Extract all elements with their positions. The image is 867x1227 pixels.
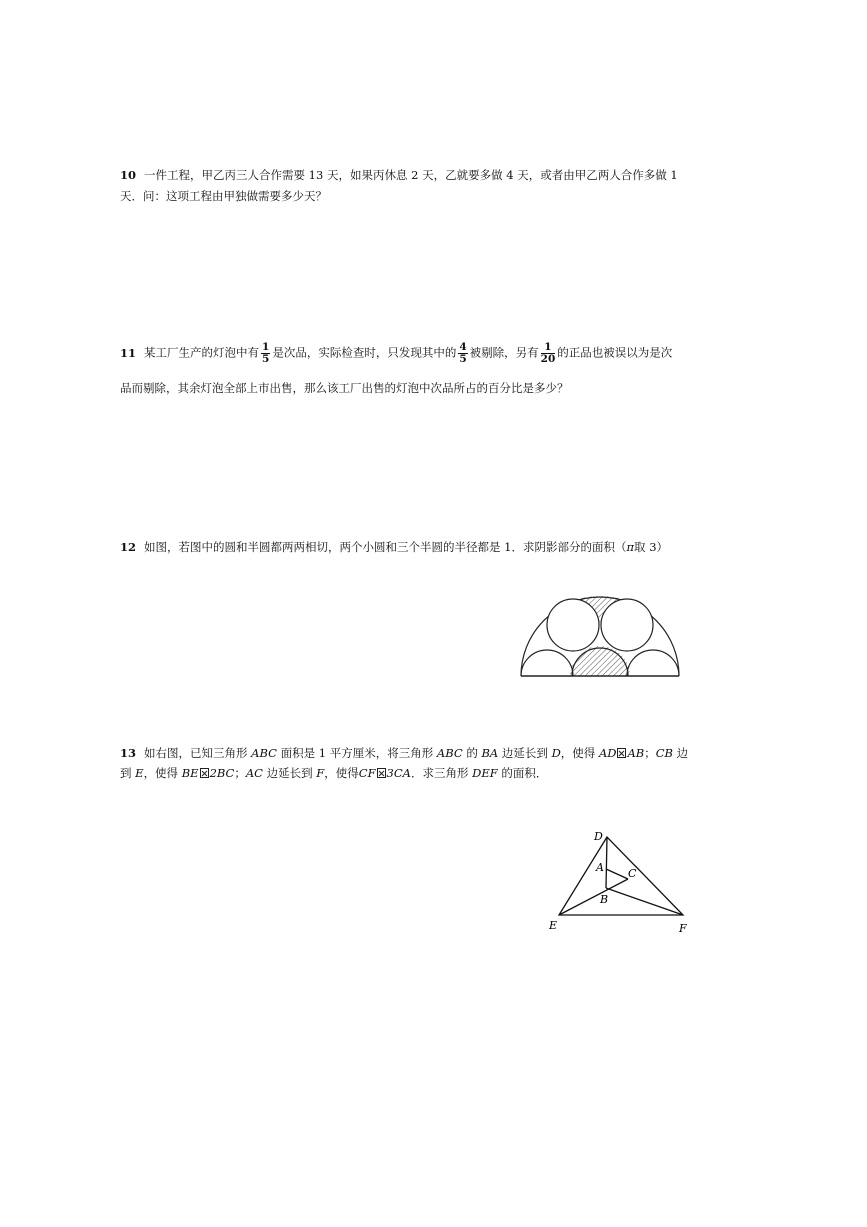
- q13-ba: BA: [481, 746, 499, 760]
- q11-fraction-1-denominator: 5: [262, 353, 270, 365]
- equals-symbol-placeholder-icon: [200, 768, 209, 778]
- q11-fraction-1: [261, 342, 270, 365]
- q13-text-a5: ，使得: [560, 746, 599, 760]
- q13-abc-2: ABC: [436, 746, 463, 760]
- q13-cf: CF: [358, 766, 376, 780]
- equals-symbol-placeholder-icon: [617, 748, 626, 758]
- q12-text-end: 取 3）: [634, 540, 669, 554]
- q13-abc-1: ABC: [251, 746, 277, 760]
- q11-fraction-3-denominator: 20: [540, 353, 556, 365]
- q13-3ca: 3CA: [386, 766, 411, 780]
- q13-e: E: [135, 766, 144, 780]
- q13-text-a6: ；: [644, 746, 656, 760]
- q11-fraction-3: [541, 342, 556, 365]
- q12-pi: π: [626, 540, 635, 554]
- q13-f: F: [316, 766, 325, 780]
- q11-fraction-2: [458, 342, 467, 365]
- q13-text-b2: ，使得: [143, 766, 182, 780]
- q10-line2: 天．问：这项工程由甲独做需要多少天？: [120, 189, 327, 203]
- q10-text-line1: 一件工程，甲乙丙三人合作需要 13 天，如果丙休息 2 天，乙就要多做 4 天，或者由甲乙两人合作多做 1: [144, 168, 678, 182]
- q13-cb: CB: [655, 746, 673, 760]
- equals-symbol-placeholder-icon: [377, 768, 386, 778]
- label-c: C: [628, 867, 637, 880]
- q11-fraction-3-numerator: 1: [541, 342, 556, 354]
- q12-half-circle-left: [521, 650, 573, 676]
- q13-text-a2: 面积是 1 平方厘米，将三角形: [276, 746, 437, 760]
- q11-fraction-2-numerator: 4: [459, 341, 467, 353]
- q13-text-b1: 到: [120, 766, 136, 780]
- q13-text-b7: 的面积．: [497, 766, 548, 780]
- q11-number: 11: [120, 345, 137, 360]
- q11-fraction-1-numerator: 1: [262, 341, 270, 353]
- segment-a-to-c: [606, 869, 628, 879]
- q12-line: [120, 539, 668, 555]
- label-a: A: [596, 861, 604, 874]
- label-f: F: [679, 922, 687, 935]
- q11-text-4: 的正品也被误以为是次: [557, 345, 673, 360]
- label-d: D: [594, 830, 603, 843]
- q13-text-b6: ．求三角形: [410, 766, 473, 780]
- q11-text-1: 某工厂生产的灯泡中有: [144, 345, 260, 360]
- q13-be: BE: [181, 766, 199, 780]
- q12-small-circle-right: [601, 599, 653, 651]
- label-e: E: [549, 919, 558, 932]
- q12-figure: [515, 593, 685, 683]
- q13-text-b5: ，使得: [324, 766, 359, 780]
- q13-figure: [540, 825, 700, 940]
- label-b: B: [600, 893, 609, 906]
- q12-text: 如图，若图中的圆和半圆都两两相切，两个小圆和三个半圆的半径都是 1．求阴影部分的面积（: [144, 540, 627, 554]
- q11-text-3: 被剔除，另有: [469, 345, 539, 360]
- q11-line1: [120, 342, 672, 365]
- q12-small-circle-left: [547, 599, 599, 651]
- q11-text-2: 是次品，实际检查时，只发现其中的: [272, 345, 457, 360]
- q13-ad: AD: [598, 746, 617, 760]
- q13-ab: AB: [627, 746, 645, 760]
- segment-b-to-f: [606, 888, 683, 915]
- segment-d-to-b: [606, 837, 607, 888]
- q13-text-b4: 边延长到: [262, 766, 317, 780]
- q13-d: D: [551, 746, 561, 760]
- q13-line1: [120, 745, 688, 761]
- q13-number: 13: [120, 746, 137, 760]
- q11-fraction-2-denominator: 5: [459, 353, 467, 365]
- q13-def: DEF: [472, 766, 498, 780]
- q10-number: 10: [120, 168, 137, 182]
- q13-ac: AC: [245, 766, 263, 780]
- q13-text-a7: 边: [673, 746, 689, 760]
- q10-line1: [120, 167, 678, 183]
- q11-line2: 品而剔除，其余灯泡全部上市出售，那么该工厂出售的灯泡中次品所占的百分比是多少？: [120, 381, 569, 395]
- q12-half-circle-right: [627, 650, 679, 676]
- q13-text-a1: 如右图，已知三角形: [144, 746, 252, 760]
- q13-text-a3: 的: [462, 746, 482, 760]
- q13-line2: [120, 765, 547, 781]
- q13-text-b3: ；: [234, 766, 246, 780]
- q13-text-a4: 边延长到: [498, 746, 552, 760]
- q12-number: 12: [120, 540, 137, 554]
- q13-2bc: 2BC: [209, 766, 235, 780]
